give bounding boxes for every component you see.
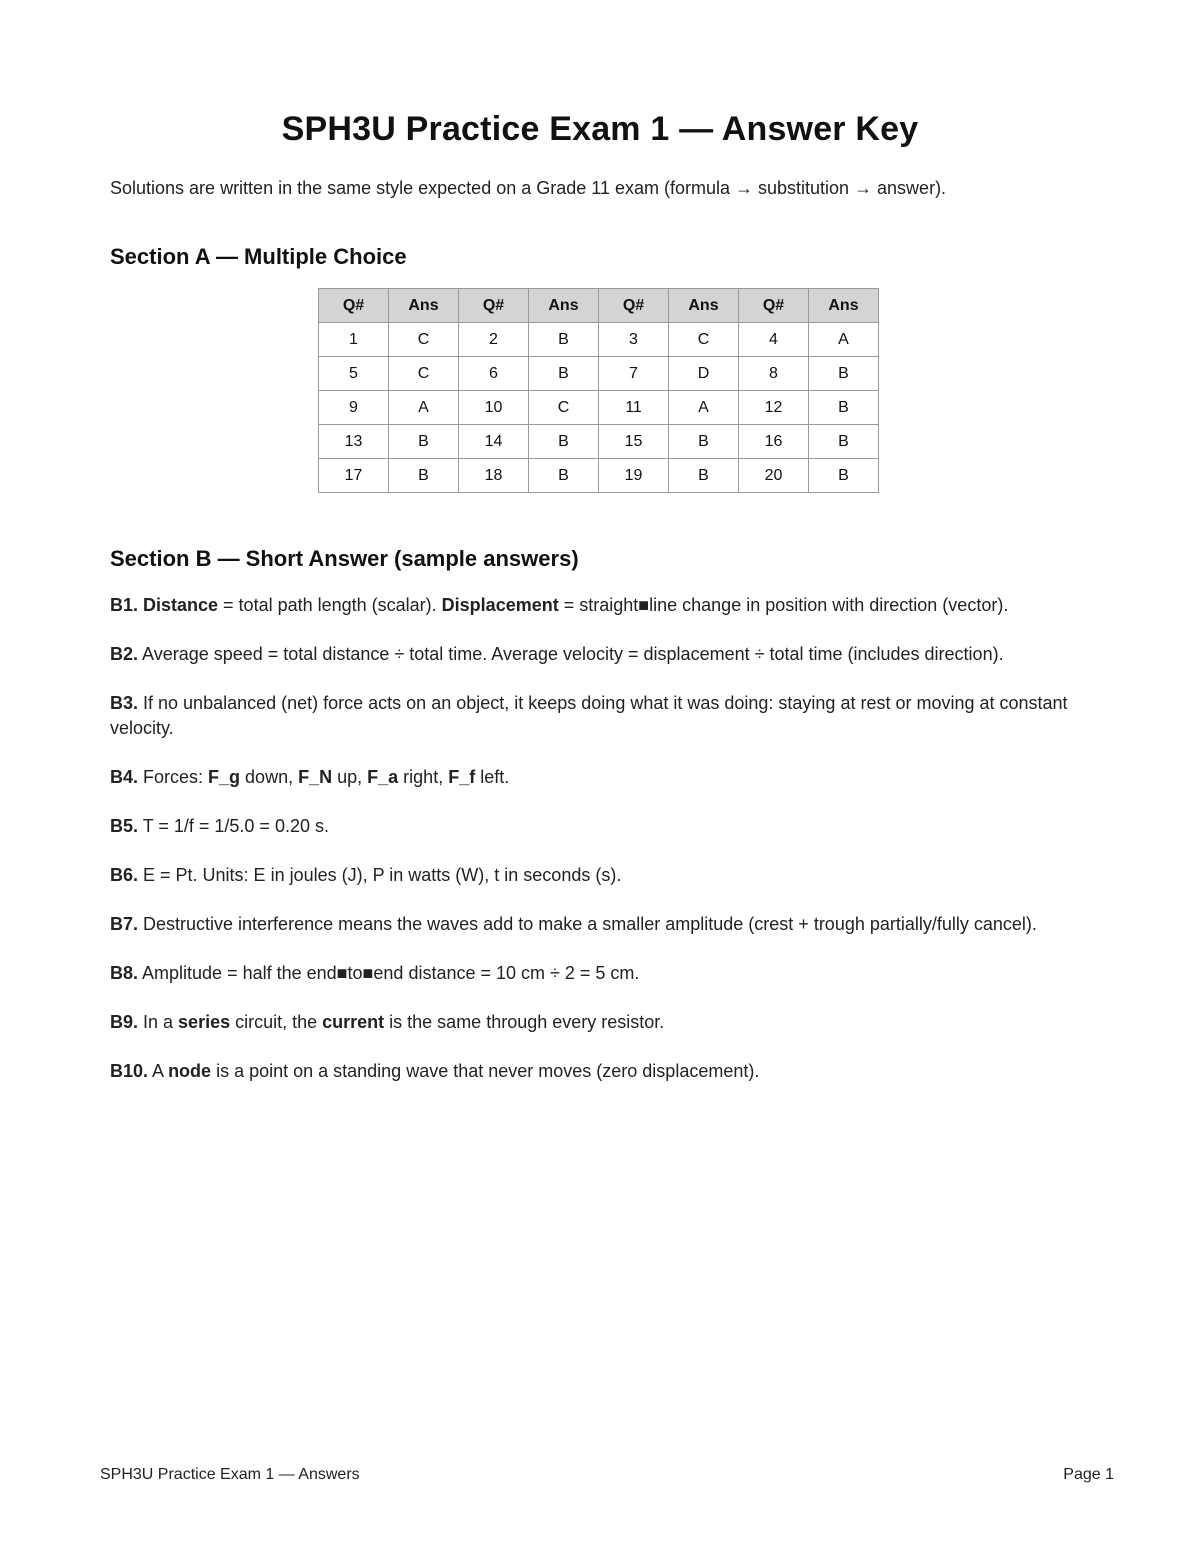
answer-text: = straight■line change in position with direction (vector). (558, 595, 1009, 615)
answer-bold-text: B7. (110, 914, 139, 934)
short-answer-item (110, 1059, 1100, 1084)
answer-bold-text: F_g (208, 767, 241, 787)
answer-bold-text: series (178, 1012, 231, 1032)
answer-cell: C (669, 323, 739, 357)
answer-bold-text: B4. (110, 767, 139, 787)
question-number-cell: 1 (319, 323, 389, 357)
answer-bold-text: B2. (110, 644, 139, 664)
answer-bold-text: B1. Distance (110, 595, 219, 615)
question-number-cell: 15 (599, 425, 669, 459)
question-number-cell: 5 (319, 357, 389, 391)
answer-cell: B (809, 425, 879, 459)
short-answer-item (110, 691, 1100, 741)
short-answer-item (110, 1010, 1100, 1035)
question-number-cell: 20 (739, 459, 809, 493)
answer-text: right, (398, 767, 449, 787)
answer-text: E = Pt. Units: E in joules (J), P in watts (W), t in seconds (s). (138, 865, 622, 885)
answer-text: circuit, the (230, 1012, 323, 1032)
table-row (319, 391, 879, 425)
section-b-heading: Section B — Short Answer (sample answers) (110, 546, 579, 571)
footer-page-number: Page 1 (1063, 1466, 1114, 1483)
answer-bold-text: F_f (448, 767, 476, 787)
question-number-cell: 17 (319, 459, 389, 493)
table-row (319, 425, 879, 459)
question-number-cell: 13 (319, 425, 389, 459)
answer-text: A (148, 1061, 169, 1081)
short-answer-item (110, 814, 1100, 839)
answer-cell: B (809, 391, 879, 425)
answer-bold-text: B6. (110, 865, 139, 885)
answer-bold-text: B10. (110, 1061, 149, 1081)
answer-cell: B (809, 459, 879, 493)
col-header-ans: Ans (529, 289, 599, 323)
table-row (319, 323, 879, 357)
answer-cell: B (669, 425, 739, 459)
col-header-q: Q# (459, 289, 529, 323)
question-number-cell: 14 (459, 425, 529, 459)
table-header-row (319, 289, 879, 323)
answer-text: left. (475, 767, 510, 787)
short-answer-list (110, 593, 1100, 1108)
answer-cell: A (389, 391, 459, 425)
question-number-cell: 10 (459, 391, 529, 425)
answer-bold-text: B3. (110, 693, 139, 713)
answer-cell: B (529, 425, 599, 459)
question-number-cell: 18 (459, 459, 529, 493)
answer-cell: C (389, 323, 459, 357)
answer-text: In a (138, 1012, 179, 1032)
answer-text: is the same through every resistor. (384, 1012, 665, 1032)
answer-bold-text: current (322, 1012, 385, 1032)
subtitle: Solutions are written in the same style expected on a Grade 11 exam (formula → substitution → answer). (110, 178, 947, 198)
answer-text: Destructive interference means the waves add to make a smaller amplitude (crest + trough partially/fully cancel). (138, 914, 1037, 934)
answer-cell: B (669, 459, 739, 493)
col-header-q: Q# (319, 289, 389, 323)
answer-cell: A (669, 391, 739, 425)
answer-bold-text: B5. (110, 816, 139, 836)
answer-cell: C (389, 357, 459, 391)
col-header-q: Q# (739, 289, 809, 323)
col-header-ans: Ans (809, 289, 879, 323)
col-header-ans: Ans (669, 289, 739, 323)
answer-text: down, (240, 767, 299, 787)
answer-text: up, (332, 767, 368, 787)
question-number-cell: 9 (319, 391, 389, 425)
multiple-choice-answer-table (318, 288, 879, 493)
answer-text: = total path length (scalar). (218, 595, 442, 615)
question-number-cell: 8 (739, 357, 809, 391)
answer-bold-text: F_a (367, 767, 399, 787)
col-header-ans: Ans (389, 289, 459, 323)
question-number-cell: 7 (599, 357, 669, 391)
question-number-cell: 16 (739, 425, 809, 459)
answer-text: is a point on a standing wave that never moves (zero displacement). (211, 1061, 760, 1081)
answer-bold-text: node (168, 1061, 212, 1081)
answer-cell: D (669, 357, 739, 391)
short-answer-item (110, 912, 1100, 937)
answer-cell: B (529, 459, 599, 493)
question-number-cell: 4 (739, 323, 809, 357)
table-row (319, 459, 879, 493)
answer-text: If no unbalanced (net) force acts on an object, it keeps doing what it was doing: staying at rest or moving at constant velocity. (110, 693, 1068, 738)
answer-cell: B (389, 425, 459, 459)
answer-text: Amplitude = half the end■to■end distance = 10 cm ÷ 2 = 5 cm. (138, 963, 640, 983)
page-title: SPH3U Practice Exam 1 — Answer Key (281, 110, 919, 148)
question-number-cell: 2 (459, 323, 529, 357)
answer-bold-text: B9. (110, 1012, 139, 1032)
short-answer-item (110, 961, 1100, 986)
short-answer-item (110, 863, 1100, 888)
short-answer-item (110, 593, 1100, 618)
answer-bold-text: Displacement (441, 595, 559, 615)
answer-cell: B (809, 357, 879, 391)
answer-bold-text: F_N (298, 767, 333, 787)
answer-cell: B (529, 323, 599, 357)
answer-text: Average speed = total distance ÷ total time. Average velocity = displacement ÷ total time (includes direction). (138, 644, 1004, 664)
answer-cell: C (529, 391, 599, 425)
question-number-cell: 11 (599, 391, 669, 425)
table-row (319, 357, 879, 391)
answer-cell: B (389, 459, 459, 493)
question-number-cell: 12 (739, 391, 809, 425)
question-number-cell: 19 (599, 459, 669, 493)
question-number-cell: 3 (599, 323, 669, 357)
answer-bold-text: B8. (110, 963, 139, 983)
question-number-cell: 6 (459, 357, 529, 391)
section-a-heading: Section A — Multiple Choice (110, 244, 407, 269)
footer-title: SPH3U Practice Exam 1 — Answers (100, 1466, 360, 1483)
short-answer-item (110, 642, 1100, 667)
answer-text: Forces: (138, 767, 209, 787)
answer-cell: B (529, 357, 599, 391)
answer-text: T = 1/f = 1/5.0 = 0.20 s. (138, 816, 329, 836)
col-header-q: Q# (599, 289, 669, 323)
answer-cell: A (809, 323, 879, 357)
short-answer-item (110, 765, 1100, 790)
